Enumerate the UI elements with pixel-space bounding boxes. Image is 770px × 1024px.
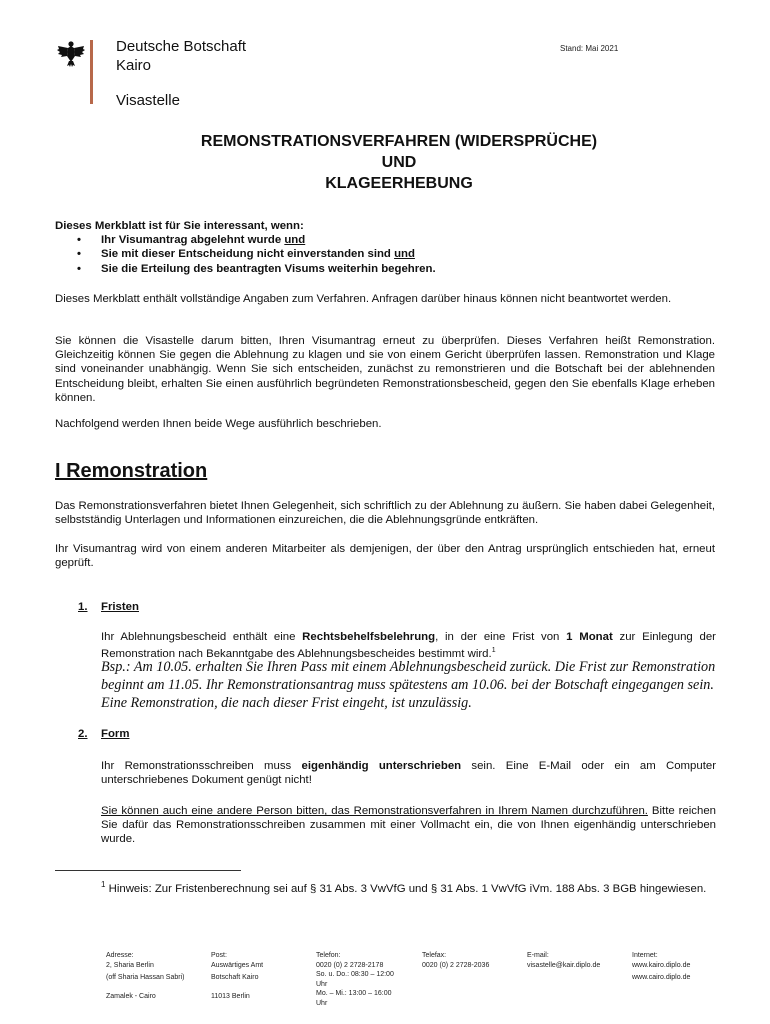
header-divider bbox=[90, 40, 93, 104]
footer-post: Post: Auswärtiges Amt Botschaft Kairo 11013 Berlin bbox=[211, 952, 264, 1000]
footnote: $^1$ Hinweis: Zur Fristenberechnung sei auf § 31 Abs. 3 VwVfG und § 31 Abs. 1 VwVfG iVm. 188 Abs. 3 BGB hingewiesen. bbox=[101, 880, 707, 895]
section-heading: I Remonstration bbox=[55, 460, 208, 482]
form-paragraph-2: Sie können auch eine andere Person bitten, das Remonstrationsverfahren in Ihrem Namen durchzuführen. Bitte reichen Sie dafür das Remonstrationsschreiben zusammen mit einer Vollmacht ein, die von Ihnen eigenhändig unterschrieben wurde. bbox=[101, 805, 716, 846]
document-date: Stand: Mai 2021 bbox=[560, 44, 619, 53]
intro-paragraph-2: Sie können die Visastelle darum bitten, Ihren Visumantrag erneut zu überprüfen. Dieses Verfahren heißt Remonstration. Gleichzeitig können Sie gegen die Ablehnung zu klagen und sie von einem Gericht überprüfen lassen. Remonstration und Klage sind voneinander unabhängig. Wenn Sie sich entscheiden, zunächst zu remonstrieren und die Botschaft bei der ablehnenden Entscheidung bleibt, erhalten Sie einen ausführlich begründeten Remonstrationsbescheid, gegen den Sie ebenfalls Klage erheben können. bbox=[55, 335, 715, 404]
footer-phone: Telefon: 0020 (0) 2 2728-2178 So. u. Do.: 08:30 – 12:00 Uhr Mo. – Mi.: 13:00 – 16:00 Uhr bbox=[316, 952, 394, 1007]
footer-email: E-mail: visastelle@kair.diplo.de bbox=[527, 952, 601, 969]
section-paragraph-1: Das Remonstrationsverfahren bietet Ihnen Gelegenheit, sich schriftlich zu der Ablehnung zu äußern. Sie haben dabei Gelegenheit, selbstständig Unterlagen und Informationen einzureichen, die die Ablehnungsgründe entkräften. bbox=[55, 500, 715, 527]
intro-block bbox=[55, 219, 715, 276]
footnote-ref[interactable]: 1 bbox=[491, 647, 496, 655]
fristen-paragraph: Ihr Ablehnungsbescheid enthält eine Rechtsbehelfsbelehrung, in der eine Frist von 1 Monat zur Einlegung der Remonstration nach Bekanntgabe des Ablehnungsbescheides bestimmt wird.$^1$ bbox=[101, 631, 716, 660]
item-title-fristen: Fristen bbox=[101, 601, 139, 613]
title-line-3: KLAGEERHEBUNG bbox=[325, 175, 473, 192]
intro-paragraph-3: Nachfolgend werden Ihnen beide Wege ausführlich beschrieben. bbox=[55, 418, 382, 430]
org-department: Visastelle bbox=[116, 92, 180, 109]
intro-lead: Dieses Merkblatt ist für Sie interessant, wenn: bbox=[55, 220, 304, 232]
item-number: 2. bbox=[78, 728, 88, 740]
form-paragraph-1: Ihr Remonstrationsschreiben muss eigenhändig unterschrieben sein. Eine E-Mail oder ein am Computer unterschriebenes Dokument genügt nicht! bbox=[101, 760, 716, 787]
org-city: Kairo bbox=[116, 57, 152, 74]
list-item: • Sie mit dieser Entscheidung nicht einverstanden sind und bbox=[55, 247, 715, 261]
footer-internet: Internet: www.kairo.diplo.de www.cairo.diplo.de bbox=[632, 952, 691, 981]
fristen-example: Bsp.: Am 10.05. erhalten Sie Ihren Pass mit einem Ablehnungsbescheid zurück. Die Frist zur Remonstration beginnt am 11.05. Ihr Remonstrationsantrag muss spätestens am 10.06. bei der Botschaft eingegangen sein. Eine Remonstration, die nach dieser Frist eingeht, ist unzulässig. bbox=[101, 659, 716, 711]
section-paragraph-2: Ihr Visumantrag wird von einem anderen Mitarbeiter als demjenigen, der über den Antrag ursprünglich entschieden hat, erneut geprüft. bbox=[55, 543, 715, 570]
footer-address: Adresse: 2, Sharia Berlin (off Sharia Hassan Sabri) Zamalek - Cairo bbox=[106, 952, 185, 1000]
item-title-form: Form bbox=[101, 728, 130, 740]
intro-paragraph-1: Dieses Merkblatt enthält vollständige Angaben zum Verfahren. Anfragen darüber hinaus können nicht beantwortet werden. bbox=[55, 293, 672, 305]
document-title bbox=[0, 131, 770, 194]
footnote-separator bbox=[55, 870, 241, 871]
list-item: • Ihr Visumantrag abgelehnt wurde und bbox=[55, 233, 715, 247]
title-line-1: REMONSTRATIONSVERFAHREN (WIDERSPRÜCHE) bbox=[200, 133, 598, 150]
intro-bullet-list bbox=[55, 233, 715, 276]
list-item: • Sie die Erteilung des beantragten Visums weiterhin begehren. bbox=[55, 262, 715, 276]
website-link-kairo[interactable]: www.kairo.diplo.de bbox=[632, 961, 691, 969]
org-name: Deutsche Botschaft bbox=[116, 38, 247, 55]
title-line-2: UND bbox=[381, 154, 417, 171]
eagle-icon bbox=[56, 38, 86, 68]
email-link[interactable]: visastelle@kair.diplo.de bbox=[527, 961, 601, 969]
website-link-cairo[interactable]: www.cairo.diplo.de bbox=[632, 974, 691, 981]
footer-fax: Telefax: 0020 (0) 2 2728-2036 bbox=[422, 952, 490, 969]
item-number: 1. bbox=[78, 601, 88, 613]
